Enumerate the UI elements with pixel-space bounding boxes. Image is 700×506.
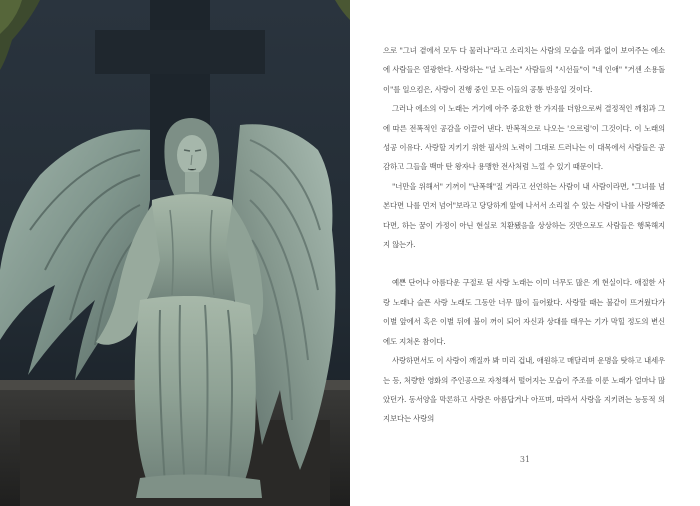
paragraph: 예쁜 단어나 아름다운 구절로 된 사랑 노래는 이미 너무도 많은 게 현실이다. 애절한 사랑 노래나 슬픈 사랑 노래도 그동안 너무 많이 들어왔다. 사랑할 때는 불같이 뜨거웠다가 이별 앞에서 혹은 이별 뒤에 불이 꺼이 되어 자신과 상대를 태우는 기가 막힐 정도의 변신에도 지쳐온 참이다.: [383, 278, 665, 346]
paragraph: "너만을 위해서" 기꺼이 "난폭해"질 거라고 선언하는 사람이 내 사람이라면, "그녀를 넘본다면 나를 먼저 넘어"보라고 당당하게 앞에 나서서 소리칠 수 있는 사람이 나를 사랑해준다면, 하는 꿈이 가정이 아닌 현실로 치환됐음을 상상하는 것만으로도 사람들은 행복해지지 않는가.: [383, 181, 665, 250]
paragraph: 으로 "그녀 곁에서 모두 다 물러나"라고 소리치는 사람의 모습을 여과 없이 보여주는 에소에 사람들은 열광한다. 사랑하는 "널 노리는" 사람들의 "시선들"이 "네 인애" "거센 소용돌이"를 일으킴은, 사랑이 진행 중인 모든 이들의 공통 반응일 것이다.: [383, 46, 665, 94]
paragraph: 사랑하면서도 이 사랑이 깨질까 봐 미리 겁내, 애원하고 매달리며 운명을 탓하고 내세우는 등, 처량한 영화의 주인공으로 자청해서 떨어지는 모습이 주조를 이룬 노래가 얼마나 많았던가. 동서양을 막론하고 사랑은 아름답거나 아프며, 따라서 사랑을 지키려는 능동적 의지보다는 사랑의: [383, 356, 665, 424]
paragraph-gap: [383, 254, 665, 273]
page-number: 31: [519, 455, 531, 464]
text-page: [350, 0, 700, 506]
body-text: [383, 41, 665, 429]
paragraph: 그러나 에소의 이 노래는 거기에 아주 중요한 한 가지를 더함으로써 결정적인 깨침과 그에 따른 전폭적인 공감을 이끌어 낸다. 반복적으로 나오는 '으르렁'이 그것이다. 이 노래의 성공 이유다. 사랑할 지키기 위한 필사의 노력이 그대로 드러나는 이 대목에서 사람들은 공감하고 그들을 백마 탄 왕자나 용맹한 전사처럼 느낄 수 있기 때문이다.: [383, 104, 665, 172]
